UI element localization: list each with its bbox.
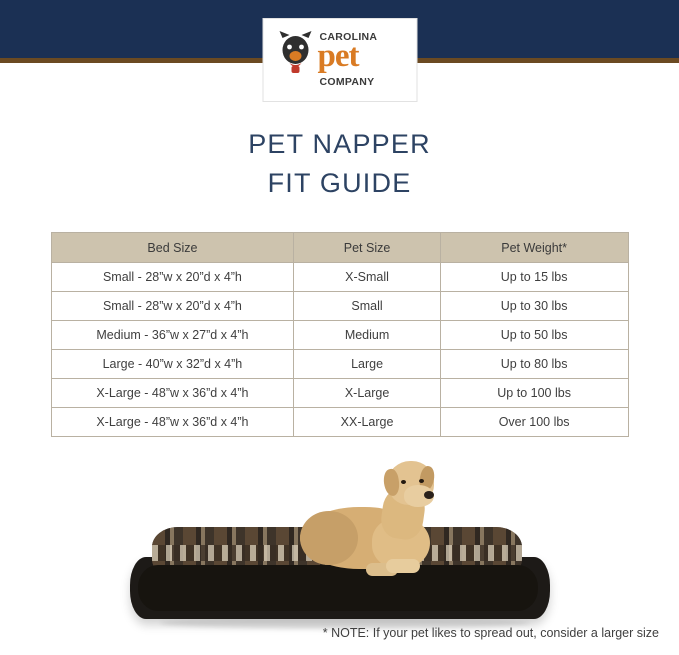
- cell-bed-size: Small - 28”w x 20”d x 4”h: [51, 292, 294, 321]
- cell-pet-size: Small: [294, 292, 440, 321]
- table-body: [51, 263, 628, 437]
- fit-guide-table: [51, 232, 629, 437]
- dog-head-icon: [276, 30, 316, 74]
- column-header-pet-weight: Pet Weight*: [440, 233, 628, 263]
- cell-pet-weight: Up to 15 lbs: [440, 263, 628, 292]
- page-title-line-1: PET NAPPER: [248, 129, 431, 159]
- cell-pet-weight: Up to 80 lbs: [440, 350, 628, 379]
- cell-bed-size: Large - 40”w x 32”d x 4”h: [51, 350, 294, 379]
- cell-pet-size: X-Small: [294, 263, 440, 292]
- logo-bottom-text: COMPANY: [319, 76, 375, 88]
- footer-note: * NOTE: If your pet likes to spread out, consider a larger size: [322, 626, 659, 640]
- table-row: [51, 292, 628, 321]
- cell-pet-weight: Over 100 lbs: [440, 408, 628, 437]
- column-header-pet-size: Pet Size: [294, 233, 440, 263]
- dog-illustration: [300, 455, 440, 585]
- table-row: [51, 350, 628, 379]
- table-row: [51, 379, 628, 408]
- dog-haunch: [300, 511, 358, 565]
- table-row: [51, 408, 628, 437]
- logo-main-text: pet: [317, 38, 359, 74]
- cell-pet-size: X-Large: [294, 379, 440, 408]
- cell-pet-size: Medium: [294, 321, 440, 350]
- table-row: [51, 263, 628, 292]
- cell-pet-weight: Up to 30 lbs: [440, 292, 628, 321]
- dog-paw-front: [386, 559, 420, 573]
- table-header: [51, 233, 628, 263]
- cell-pet-weight: Up to 50 lbs: [440, 321, 628, 350]
- logo-top-text: CAROLINA: [319, 31, 378, 43]
- page-title-line-2: FIT GUIDE: [267, 168, 412, 199]
- table-header-row: [51, 233, 628, 263]
- column-header-bed-size: Bed Size: [51, 233, 294, 263]
- cell-pet-size: Large: [294, 350, 440, 379]
- cell-bed-size: Medium - 36”w x 27”d x 4”h: [51, 321, 294, 350]
- cell-bed-size: X-Large - 48”w x 36”d x 4”h: [51, 408, 294, 437]
- cell-pet-weight: Up to 100 lbs: [440, 379, 628, 408]
- cell-bed-size: X-Large - 48”w x 36”d x 4”h: [51, 379, 294, 408]
- cell-bed-size: Small - 28”w x 20”d x 4”h: [51, 263, 294, 292]
- fit-guide-table-wrap: [51, 232, 629, 437]
- table-row: [51, 321, 628, 350]
- page-title: [0, 125, 679, 203]
- brand-logo-inner: [270, 24, 410, 96]
- cell-pet-size: XX-Large: [294, 408, 440, 437]
- brand-logo: [262, 18, 417, 102]
